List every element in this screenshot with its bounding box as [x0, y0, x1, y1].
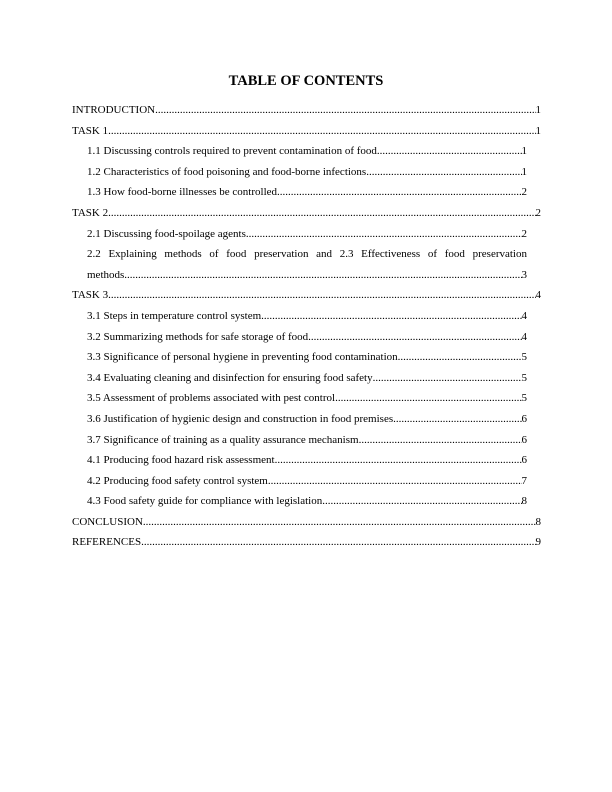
toc-entry-text: 4.3 Food safety guide for compliance with legislation — [87, 495, 323, 508]
toc-entry-text: 3.1 Steps in temperature control system — [87, 309, 262, 322]
toc-leader-dots — [322, 491, 521, 512]
toc-entry-text: TASK 1 — [72, 124, 109, 137]
toc-entry-text: 3.3 Significance of personal hygiene in preventing food contamination — [87, 351, 398, 364]
toc-leader-dots — [268, 471, 522, 492]
toc-entry-2-1[interactable] — [87, 224, 527, 245]
toc-entry-text: 1.2 Characteristics of food poisoning and food-borne infections — [87, 165, 367, 178]
toc-leader-dots — [108, 285, 535, 306]
toc-entry-text-line-2: methods — [87, 268, 125, 281]
toc-list — [72, 100, 541, 553]
toc-entry-4-1[interactable] — [87, 450, 527, 471]
toc-entry-text: 4.2 Producing food safety control system — [87, 474, 268, 487]
toc-leader-dots — [261, 306, 521, 327]
toc-page-number: 1 — [521, 145, 527, 158]
toc-leader-dots — [308, 327, 521, 348]
toc-page-number: 4 — [521, 330, 527, 343]
toc-entry-4-3[interactable] — [87, 491, 527, 512]
toc-page-number: 4 — [521, 309, 527, 322]
toc-page-number: 3 — [521, 268, 527, 281]
toc-leader-dots — [246, 224, 522, 245]
toc-leader-dots — [124, 265, 521, 286]
toc-leader-dots — [108, 203, 535, 224]
toc-page-number: 6 — [521, 412, 527, 425]
toc-entry-conclusion[interactable] — [72, 512, 541, 533]
toc-page-number: 7 — [521, 474, 527, 487]
toc-entry-text: 3.4 Evaluating cleaning and disinfection for ensuring food safety — [87, 371, 373, 384]
toc-leader-dots — [108, 121, 535, 142]
toc-page-number: 5 — [521, 351, 527, 364]
toc-entry-task-2[interactable] — [72, 203, 541, 224]
toc-entry-3-3[interactable] — [87, 347, 527, 368]
toc-entry-text: 4.1 Producing food hazard risk assessment — [87, 454, 275, 467]
toc-entry-3-7[interactable] — [87, 430, 527, 451]
toc-page-number: 8 — [535, 515, 541, 528]
toc-entry-text: TASK 3 — [72, 289, 109, 302]
toc-entry-text: 1.1 Discussing controls required to prevent contamination of food — [87, 145, 377, 158]
toc-entry-text: 2.1 Discussing food-spoilage agents — [87, 227, 246, 240]
toc-page-number: 1 — [521, 165, 527, 178]
toc-entry-4-2[interactable] — [87, 471, 527, 492]
toc-leader-dots — [141, 532, 535, 553]
toc-leader-dots — [275, 450, 522, 471]
toc-page-number: 9 — [535, 536, 541, 549]
toc-leader-dots — [359, 430, 522, 451]
toc-entry-task-1[interactable] — [72, 121, 541, 142]
toc-page-number: 5 — [521, 371, 527, 384]
toc-entry-text: 3.7 Significance of training as a quality assurance mechanism — [87, 433, 359, 446]
toc-entry-2-2[interactable] — [87, 244, 527, 285]
toc-page-number: 6 — [521, 454, 527, 467]
toc-entry-references[interactable] — [72, 532, 541, 553]
toc-leader-dots — [373, 368, 522, 389]
toc-leader-dots — [155, 100, 535, 121]
toc-page-number: 1 — [535, 124, 541, 137]
toc-entry-text: REFERENCES — [72, 536, 142, 549]
toc-page-number: 1 — [535, 104, 541, 116]
toc-entry-introduction[interactable] — [72, 100, 541, 121]
toc-entry-text: 3.2 Summarizing methods for safe storage of food — [87, 330, 309, 343]
toc-page-number: 8 — [521, 495, 527, 508]
toc-leader-dots — [335, 388, 521, 409]
toc-leader-dots — [366, 162, 521, 183]
toc-entry-3-1[interactable] — [87, 306, 527, 327]
toc-entry-text: CONCLUSION — [72, 515, 143, 528]
toc-leader-dots — [398, 347, 522, 368]
toc-entry-task-3[interactable] — [72, 285, 541, 306]
toc-entry-text: 1.3 How food-borne illnesses be controlled — [87, 186, 278, 199]
toc-page-number: 4 — [535, 289, 541, 302]
toc-entry-3-4[interactable] — [87, 368, 527, 389]
toc-leader-dots — [277, 182, 521, 203]
toc-page-number: 2 — [535, 206, 541, 219]
toc-page-number: 2 — [521, 186, 527, 199]
toc-entry-text: 3.5 Assessment of problems associated with pest control — [87, 392, 336, 405]
toc-entry-text: 3.6 Justification of hygienic design and construction in food premises — [87, 412, 394, 425]
toc-entry-text: INTRODUCTION — [72, 104, 156, 116]
toc-leader-dots — [143, 512, 536, 533]
toc-page-number: 6 — [521, 433, 527, 446]
toc-leader-dots — [377, 141, 522, 162]
toc-page-number: 5 — [521, 392, 527, 405]
toc-heading: TABLE OF CONTENTS — [228, 73, 384, 89]
toc-entry-1-3[interactable] — [87, 182, 527, 203]
toc-page-number: 2 — [521, 227, 527, 240]
toc-entry-1-2[interactable] — [87, 162, 527, 183]
toc-entry-text-line-1: 2.2 Explaining methods of food preservation and 2.3 Effectiveness of food preservation — [87, 248, 527, 261]
toc-entry-3-6[interactable] — [87, 409, 527, 430]
toc-leader-dots — [393, 409, 521, 430]
toc-entry-3-5[interactable] — [87, 388, 527, 409]
toc-entry-3-2[interactable] — [87, 327, 527, 348]
toc-entry-text: TASK 2 — [72, 206, 109, 219]
toc-entry-1-1[interactable] — [87, 141, 527, 162]
